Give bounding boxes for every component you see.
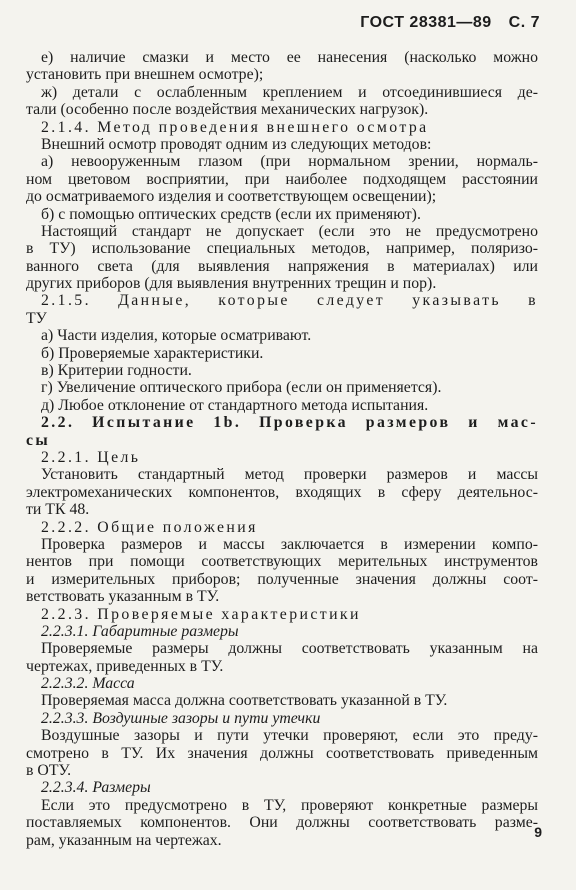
text-line: других приборов (для выявления внутренних трещин и пор).: [26, 275, 437, 293]
section-heading: 2.2.1. Цель: [41, 448, 141, 466]
text-line: установить при внешнем осмотре);: [26, 66, 264, 84]
text-line: Если это предусмотрено в ТУ, проверяют конкретные размеры: [41, 796, 538, 814]
text-line: Настоящий стандарт не допускает (если это не предусмотрено: [41, 222, 538, 240]
list-item: д) Любое отклонение от стандартного метода испытания.: [41, 396, 429, 414]
text-line: тали (особенно после воздействия механических нагрузок).: [26, 101, 429, 119]
section-heading: 2.2.2. Общие положения: [41, 518, 258, 536]
text-line: а) невооруженным глазом (при нормальном зрении, нормаль-: [41, 153, 538, 171]
text-line: ветствовать указанным в ТУ.: [26, 588, 220, 606]
subsection-heading: 2.2.3.4. Размеры: [41, 779, 151, 797]
text-line: Внешний осмотр проводят одним из следующих методов:: [41, 135, 432, 153]
text-line: Проверяемые размеры должны соответствовать указанным на: [41, 640, 538, 658]
text-line: чертежах, приведенных в ТУ.: [26, 657, 224, 675]
text-line: рам, указанным на чертежах.: [26, 831, 222, 849]
list-item: а) Части изделия, которые осматривают.: [41, 327, 312, 345]
text-line: поставляемых компонентов. Они должны соответствовать разме-: [26, 814, 538, 832]
text-line: ТУ: [26, 309, 47, 327]
text-line: ванного света (для выявления напряжения в материалах) или: [26, 257, 538, 275]
text-line: до осматриваемого изделия и соответствующем освещении);: [26, 188, 437, 206]
text-line: электромеханических компонентов, входящих в сферу деятельнос-: [26, 483, 538, 501]
header-page-label: С. 7: [508, 14, 540, 31]
text-line: Воздушные зазоры и пути утечки проверяют, если это преду-: [41, 727, 538, 745]
text-line: нентов при помощи соответствующих мерительных инструментов: [26, 553, 538, 571]
list-item: б) Проверяемые характеристики.: [41, 344, 264, 362]
text-line: Проверяемая масса должна соответствовать указанной в ТУ.: [41, 692, 448, 710]
text-line: Проверка размеров и массы заключается в измерении компо-: [41, 535, 538, 553]
text-line: Установить стандартный метод проверки размеров и массы: [41, 466, 538, 484]
running-header: [348, 14, 540, 32]
section-heading: 2.1.5. Данные, которые следует указывать в: [41, 292, 538, 310]
text-line: ж) детали с ослабленным креплением и отсоединившиеся де-: [41, 83, 538, 101]
text-line: ном цветовом восприятии, при наиболее подходящем расстоянии: [26, 170, 538, 188]
section-heading: сы: [26, 431, 51, 449]
standard-code: ГОСТ 28381—89: [360, 14, 492, 31]
text-line: и измерительных приборов; полученные значения должны соот-: [26, 570, 538, 588]
text-line: ти ТК 48.: [26, 501, 90, 519]
section-heading: 2.2.3. Проверяемые характеристики: [41, 605, 361, 623]
document-body: [26, 49, 538, 849]
subsection-heading: 2.2.3.1. Габаритные размеры: [41, 622, 239, 640]
section-heading: 2.2. Испытание 1b. Проверка размеров и мас-: [41, 414, 538, 432]
page-number: 9: [534, 824, 542, 840]
text-line: е) наличие смазки и место ее нанесения (насколько можно: [41, 49, 538, 66]
subsection-heading: 2.2.3.3. Воздушные зазоры и пути утечки: [41, 709, 321, 727]
list-item: г) Увеличение оптического прибора (если он применяется).: [41, 379, 442, 397]
text-line: в ТУ) использование специальных методов, например, поляризо-: [26, 240, 538, 258]
text-line: смотрено в ТУ. Их значения должны соответствовать приведенным: [26, 744, 538, 762]
section-heading: 2.1.4. Метод проведения внешнего осмотра: [41, 118, 429, 136]
subsection-heading: 2.2.3.2. Масса: [41, 675, 135, 693]
text-line: б) с помощью оптических средств (если их применяют).: [41, 205, 421, 223]
text-line: в ОТУ.: [26, 762, 72, 780]
list-item: в) Критерии годности.: [41, 362, 192, 380]
